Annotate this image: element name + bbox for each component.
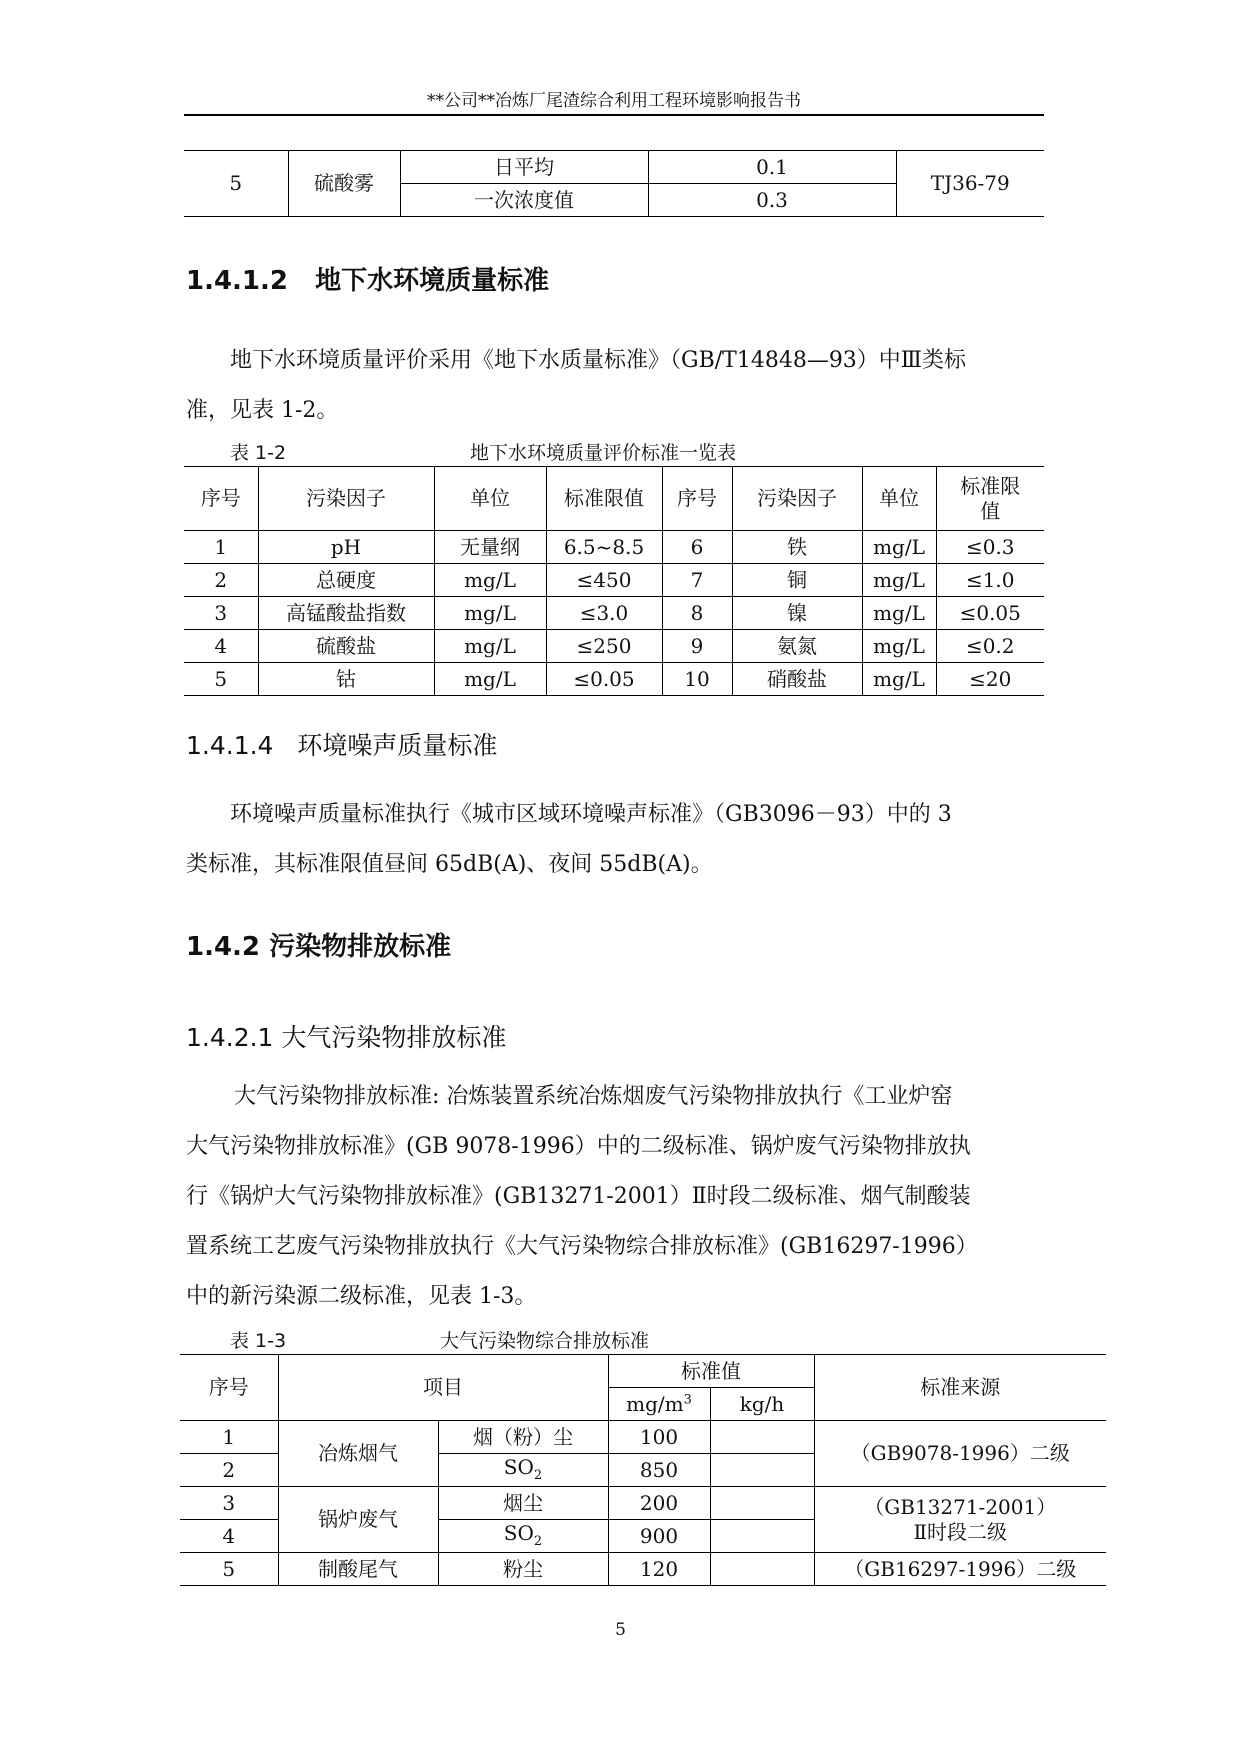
paragraph-line: 大气污染物排放标准: 冶炼装置系统冶炼烟废气污染物排放执行《工业炉窑 — [234, 1084, 953, 1109]
cell-empty — [710, 1520, 814, 1553]
table-row — [180, 1487, 1106, 1520]
section-heading-1421 — [186, 1018, 506, 1054]
unit-base: mg/m — [626, 1391, 684, 1416]
cell: 铁 — [732, 531, 862, 564]
paragraph-line: 置系统工艺废气污染物排放执行《大气污染物综合排放标准》(GB16297-1996） — [186, 1234, 978, 1259]
cell: 3 — [184, 597, 258, 630]
cell: ≤1.0 — [936, 564, 1044, 597]
cell-empty — [710, 1487, 814, 1520]
cell: ≤3.0 — [546, 597, 662, 630]
table-caption-title: 地下水环境质量评价标准一览表 — [470, 442, 737, 464]
column-header: 单位 — [434, 467, 546, 531]
table-row — [184, 564, 1044, 597]
cell: 4 — [180, 1520, 278, 1553]
cell: 高锰酸盐指数 — [258, 597, 434, 630]
cell-value: 0.3 — [648, 184, 896, 217]
cell: 6.5~8.5 — [546, 531, 662, 564]
cell: mg/L — [434, 630, 546, 663]
cell: 200 — [608, 1487, 710, 1520]
cell-factor: 硫酸雾 — [288, 151, 400, 217]
unit-superscript: 3 — [683, 1391, 692, 1407]
cell-group: 制酸尾气 — [278, 1553, 438, 1586]
cell: mg/L — [862, 564, 936, 597]
paragraph-line: 行《锅炉大气污染物排放标准》(GB13271-2001）Ⅱ时段二级标准、烟气制酸装 — [186, 1184, 971, 1209]
section-title: 污染物排放标准 — [269, 932, 452, 962]
column-header: 污染因子 — [732, 467, 862, 531]
column-header: 序号 — [180, 1355, 278, 1421]
groundwater-standards-table — [184, 466, 1044, 696]
cell: 9 — [662, 630, 732, 663]
cell: ≤250 — [546, 630, 662, 663]
cell: mg/L — [862, 663, 936, 696]
paragraph-line: 大气污染物排放标准》(GB 9078-1996）中的二级标准、锅炉废气污染物排放执 — [186, 1134, 971, 1159]
formula-subscript: 2 — [533, 1534, 543, 1550]
paragraph-line: 环境噪声质量标准执行《城市区域环境噪声标准》（GB3096－93）中的 3 — [230, 802, 952, 827]
cell-group: 锅炉废气 — [278, 1487, 438, 1553]
cell-empty — [710, 1454, 814, 1487]
cell: 5 — [180, 1553, 278, 1586]
cell: ≤0.05 — [936, 597, 1044, 630]
cell-empty — [710, 1421, 814, 1454]
cell: 2 — [180, 1454, 278, 1487]
cell-value: 0.1 — [648, 151, 896, 184]
paragraph-line: 准，见表 1-2。 — [186, 398, 339, 423]
cell: 总硬度 — [258, 564, 434, 597]
cell: 850 — [608, 1454, 710, 1487]
paragraph-line: 类标准，其标准限值昼间 65dB(A)、夜间 55dB(A)。 — [186, 852, 713, 877]
section-number: 1.4.1.4 — [186, 731, 274, 760]
page-number: 5 — [615, 1620, 626, 1640]
cell: 硫酸盐 — [258, 630, 434, 663]
cell: pH — [258, 531, 434, 564]
cell: 钴 — [258, 663, 434, 696]
paragraph-line: 中的新污染源二级标准，见表 1-3。 — [186, 1284, 537, 1309]
cell-type: 日平均 — [400, 151, 648, 184]
column-header: 序号 — [662, 467, 732, 531]
column-header — [936, 467, 1044, 531]
cell: 10 — [662, 663, 732, 696]
cell: 烟（粉）尘 — [438, 1421, 608, 1454]
table-row — [180, 1421, 1106, 1454]
cell: 无量纲 — [434, 531, 546, 564]
cell: mg/L — [434, 597, 546, 630]
header-rule — [184, 114, 1044, 116]
cell: 氨氮 — [732, 630, 862, 663]
source-line: Ⅱ时段二级 — [913, 1519, 1008, 1544]
cell: 3 — [180, 1487, 278, 1520]
cell: 硝酸盐 — [732, 663, 862, 696]
page-header: **公司**冶炼厂尾渣综合利用工程环境影响报告书 — [427, 91, 801, 111]
cell: mg/L — [862, 630, 936, 663]
cell-source: （GB16297-1996）二级 — [814, 1553, 1106, 1586]
section-heading-1414 — [186, 726, 497, 762]
section-title: 大气污染物排放标准 — [281, 1023, 507, 1052]
cell: mg/L — [862, 531, 936, 564]
section-heading-1412 — [186, 260, 549, 297]
cell — [438, 1454, 608, 1487]
section-title: 地下水环境质量标准 — [315, 266, 550, 296]
column-header — [608, 1388, 710, 1421]
section-number: 1.4.1.2 — [186, 266, 288, 296]
table-row — [184, 531, 1044, 564]
paragraph-line: 地下水环境质量评价采用《地下水质量标准》（GB/T14848—93）中Ⅲ类标 — [230, 348, 967, 373]
cell-type: 一次浓度值 — [400, 184, 648, 217]
cell-source: （GB9078-1996）二级 — [814, 1421, 1106, 1487]
cell — [438, 1520, 608, 1553]
cell: ≤0.3 — [936, 531, 1044, 564]
cell: ≤0.2 — [936, 630, 1044, 663]
header-line: 标准限 — [960, 473, 1021, 498]
formula-base: SO — [503, 1521, 534, 1546]
column-header: 项目 — [278, 1355, 608, 1421]
cell: 铜 — [732, 564, 862, 597]
section-heading-142 — [186, 926, 451, 963]
cell: 粉尘 — [438, 1553, 608, 1586]
table-row — [184, 663, 1044, 696]
column-header: 序号 — [184, 467, 258, 531]
header-line: 值 — [980, 498, 1001, 523]
air-emission-standards-table — [180, 1354, 1106, 1586]
cell: 7 — [662, 564, 732, 597]
cell-source — [814, 1487, 1106, 1553]
section-number: 1.4.2.1 — [186, 1023, 274, 1052]
formula-base: SO — [503, 1455, 534, 1480]
cell-no: 5 — [184, 151, 288, 217]
cell: mg/L — [862, 597, 936, 630]
table-row — [184, 597, 1044, 630]
column-header: 标准来源 — [814, 1355, 1106, 1421]
table-row — [180, 1553, 1106, 1586]
cell: 镍 — [732, 597, 862, 630]
cell: ≤450 — [546, 564, 662, 597]
column-header: kg/h — [710, 1388, 814, 1421]
cell: 6 — [662, 531, 732, 564]
cell-empty — [710, 1553, 814, 1586]
cell: 1 — [184, 531, 258, 564]
formula-subscript: 2 — [533, 1468, 543, 1484]
cell: mg/L — [434, 564, 546, 597]
column-header: 标准值 — [608, 1355, 814, 1388]
table-continued — [184, 150, 1044, 217]
cell: 900 — [608, 1520, 710, 1553]
source-line: （GB13271-2001） — [864, 1494, 1057, 1519]
column-header: 单位 — [862, 467, 936, 531]
cell: ≤0.05 — [546, 663, 662, 696]
table-caption-title: 大气污染物综合排放标准 — [440, 1330, 650, 1352]
cell: ≤20 — [936, 663, 1044, 696]
cell: 5 — [184, 663, 258, 696]
cell-source: TJ36-79 — [896, 151, 1044, 217]
section-title: 环境噪声质量标准 — [297, 731, 498, 760]
column-header: 污染因子 — [258, 467, 434, 531]
column-header: 标准限值 — [546, 467, 662, 531]
cell: 4 — [184, 630, 258, 663]
cell: 8 — [662, 597, 732, 630]
cell: 1 — [180, 1421, 278, 1454]
table-caption-number: 表 1-2 — [230, 442, 287, 464]
section-number: 1.4.2 — [186, 932, 261, 962]
cell: 2 — [184, 564, 258, 597]
cell: 烟尘 — [438, 1487, 608, 1520]
cell: mg/L — [434, 663, 546, 696]
cell: 100 — [608, 1421, 710, 1454]
table-row — [184, 630, 1044, 663]
cell: 120 — [608, 1553, 710, 1586]
cell-group: 冶炼烟气 — [278, 1421, 438, 1487]
table-caption-number: 表 1-3 — [230, 1330, 287, 1352]
